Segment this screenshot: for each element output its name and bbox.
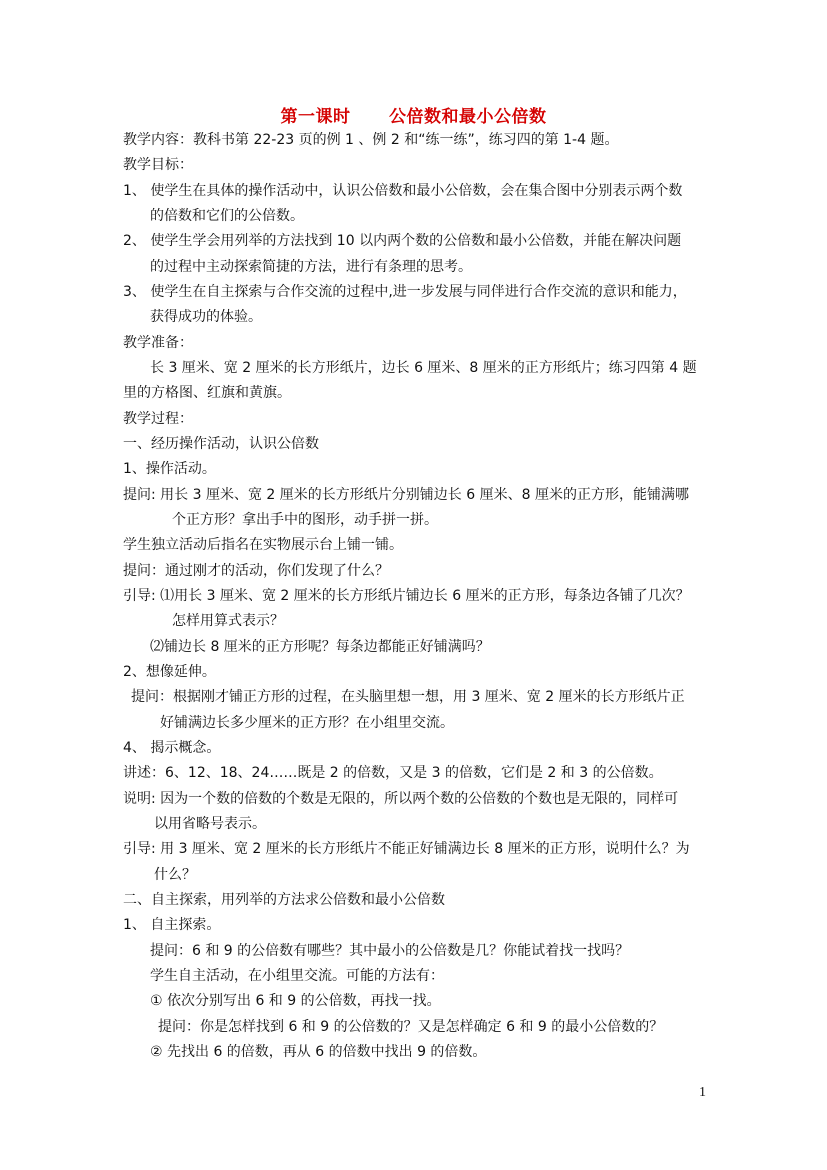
text-line: 2、想像延伸。 [123, 664, 216, 680]
text-line: 以用省略号表示。 [154, 816, 266, 832]
text-line: 长 3 厘米、宽 2 厘米的长方形纸片，边长 6 厘米、8 厘米的正方形纸片；练习四第 4 题 [150, 360, 697, 376]
text-line: ⑵铺边长 8 厘米的正方形呢？每条边都能正好铺满吗？ [150, 639, 490, 655]
text-line: 获得成功的体验。 [150, 309, 262, 325]
text-line: 提问：根据刚才铺正方形的过程，在头脑里想一想，用 3 厘米、宽 2 厘米的长方形纸片正 [131, 689, 685, 705]
text-line: 提问: 用长 3 厘米、宽 2 厘米的长方形纸片分别铺边长 6 厘米、8 厘米的正方形，能铺满哪 [123, 487, 689, 503]
text-line: 3、 使学生在自主探索与合作交流的过程中,进一步发展与同伴进行合作交流的意识和能力， [123, 284, 687, 300]
text-line: 教学内容：教科书第 22-23 页的例 1 、例 2 和“练一练”，练习四的第 1-4 题。 [123, 132, 619, 148]
text-line: 引导: ⑴用长 3 厘米、宽 2 厘米的长方形纸片铺边长 6 厘米的正方形，每条边各铺了几次？ [123, 588, 690, 604]
text-line: 学生自主活动，在小组里交流。可能的方法有： [150, 968, 444, 984]
text-line: 2、 使学生学会用列举的方法找到 10 以内两个数的公倍数和最小公倍数，并能在解决问题 [123, 233, 682, 249]
lesson-title: 第一课时 公倍数和最小公倍数 [280, 107, 547, 127]
text-line: 什么？ [154, 867, 196, 883]
text-line: 教学准备： [123, 335, 193, 351]
text-line: 4、 揭示概念。 [123, 740, 221, 756]
text-line: 里的方格图、红旗和黄旗。 [123, 385, 291, 401]
text-line: 说明: 因为一个数的倍数的个数是无限的，所以两个数的公倍数的个数也是无限的，同样可 [123, 791, 679, 807]
text-line: 个正方形？拿出手中的图形，动手拼一拼。 [172, 512, 438, 528]
text-line: 引导: 用 3 厘米、宽 2 厘米的长方形纸片不能正好铺满边长 8 厘米的正方形，说明什么？为 [123, 841, 690, 857]
text-line: 提问：6 和 9 的公倍数有哪些？其中最小的公倍数是几？你能试着找一找吗？ [150, 943, 630, 959]
text-line: 学生独立活动后指名在实物展示台上铺一铺。 [123, 537, 403, 553]
text-line: 提问：通过刚才的活动，你们发现了什么？ [123, 563, 389, 579]
text-line: ① 依次分别写出 6 和 9 的公倍数，再找一找。 [150, 993, 441, 1009]
text-line: 二、自主探索，用列举的方法求公倍数和最小公倍数 [123, 892, 445, 908]
text-line: 1、 使学生在具体的操作活动中，认识公倍数和最小公倍数，会在集合图中分别表示两个数 [123, 183, 683, 199]
text-line: 好铺满边长多少厘米的正方形？在小组里交流。 [160, 715, 454, 731]
text-line: 一、经历操作活动，认识公倍数 [123, 436, 319, 452]
text-line: 1、操作活动。 [123, 461, 216, 477]
text-line: 提问：你是怎样找到 6 和 9 的公倍数的？又是怎样确定 6 和 9 的最小公倍数的？ [158, 1019, 664, 1035]
text-line: 讲述：6、12、18、24……既是 2 的倍数，又是 3 的倍数，它们是 2 和 3 的公倍数。 [123, 765, 663, 781]
text-line: 的过程中主动探索简捷的方法，进行有条理的思考。 [150, 259, 472, 275]
text-line: 教学目标： [123, 157, 193, 173]
page-number: 1 [699, 1085, 706, 1100]
text-line: ② 先找出 6 的倍数，再从 6 的倍数中找出 9 的倍数。 [150, 1044, 487, 1060]
text-line: 教学过程： [123, 411, 193, 427]
text-line: 的倍数和它们的公倍数。 [150, 208, 304, 224]
text-line: 怎样用算式表示？ [172, 613, 284, 629]
text-line: 1、 自主探索。 [123, 917, 221, 933]
